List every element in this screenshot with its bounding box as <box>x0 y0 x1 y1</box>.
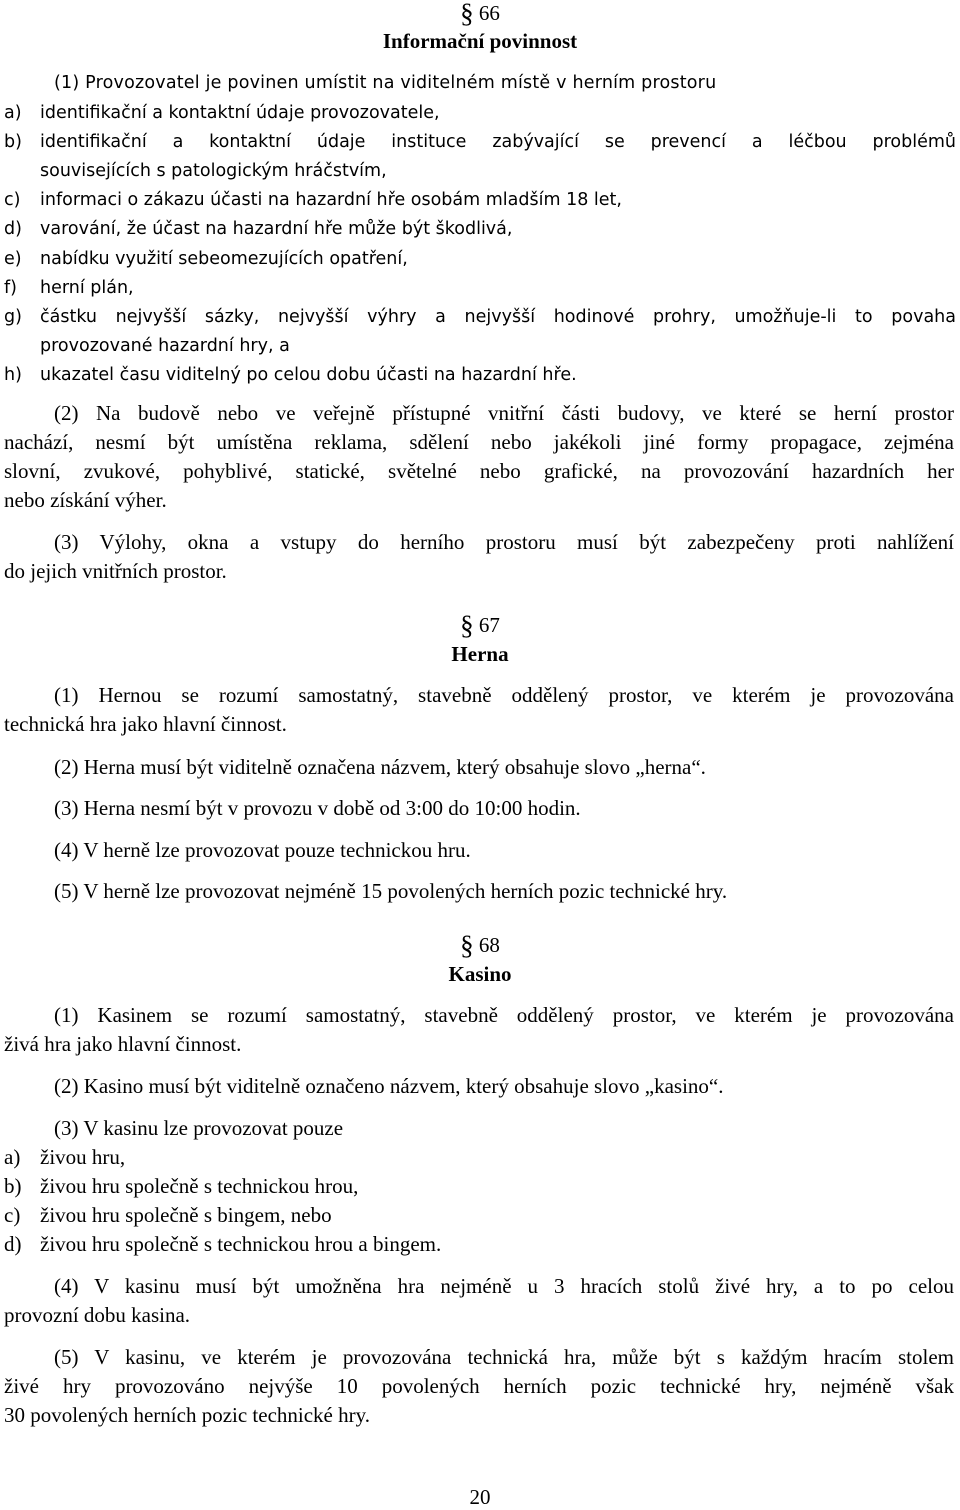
list-item-text: provozované hazardní hry, a <box>40 336 290 356</box>
list-item-text: identifikační a kontaktní údaje instituce zabývající se prevencí a léčbou problémů <box>40 132 956 152</box>
list-item-marker: c) <box>4 190 21 210</box>
list-item <box>4 246 408 272</box>
list-item <box>4 304 956 330</box>
section-number: 66 <box>478 1 500 25</box>
paragraph-66-3-line: (3) Výlohy, okna a vstupy do herního prostoru musí být zabezpečeny proti nahlížení <box>54 530 954 554</box>
list-item <box>4 187 622 213</box>
paragraph-68-5-line: živé hry provozováno nejvýše 10 povolených herních pozic technické hry, nejméně však <box>4 1374 954 1398</box>
list-item-marker: a) <box>4 1145 21 1169</box>
section-number: 67 <box>478 613 500 637</box>
list-item <box>4 333 290 359</box>
paragraph-68-3-intro: (3) V kasinu lze provozovat pouze <box>54 1116 344 1140</box>
paragraph-66-1-intro: (1) Provozovatel je povinen umístit na viditelném místě v herním prostoru <box>54 73 717 93</box>
paragraph-66-2-line: slovní, zvukové, pohyblivé, statické, světelné nebo grafické, na provozování hazardních her <box>4 459 954 483</box>
list-item <box>4 1144 125 1170</box>
list-item <box>4 275 134 301</box>
page-number: 20 <box>469 1485 491 1509</box>
list-item-text: herní plán, <box>40 278 134 298</box>
list-item-text: souvisejících s patologickým hráčstvím, <box>40 161 387 181</box>
paragraph-66-2-line: nachází, nesmí být umístěna reklama, sdělení nebo jakékoli jiné formy propagace, zejména <box>4 430 954 454</box>
list-item-text: živou hru, <box>40 1145 126 1169</box>
section-symbol: § <box>460 930 474 960</box>
paragraph-68-2: (2) Kasino musí být viditelně označeno názvem, který obsahuje slovo „kasino“. <box>54 1074 724 1098</box>
list-item-text: nabídku využití sebeomezujících opatření, <box>40 249 408 269</box>
list-item-text: ukazatel času viditelný po celou dobu účasti na hazardní hře. <box>40 365 577 385</box>
list-item-text: živou hru společně s bingem, nebo <box>40 1203 332 1227</box>
section-67-heading <box>0 612 960 638</box>
section-symbol: § <box>460 610 474 640</box>
paragraph-66-2-line: nebo získání výher. <box>4 488 167 512</box>
paragraph-66-2-line: (2) Na budově nebo ve veřejně přístupné vnitřní části budovy, ve které se herní prostor <box>54 401 954 425</box>
list-item-text: identifikační a kontaktní údaje provozovatele, <box>40 103 440 123</box>
list-item <box>4 1202 332 1228</box>
list-item <box>4 100 440 126</box>
list-item-text: varování, že účast na hazardní hře může být škodlivá, <box>40 219 513 239</box>
paragraph-68-1-line: živá hra jako hlavní činnost. <box>4 1032 242 1056</box>
paragraph-67-3: (3) Herna nesmí být v provozu v době od 3:00 do 10:00 hodin. <box>54 796 581 820</box>
list-item-marker: d) <box>4 219 22 239</box>
list-item <box>4 129 956 155</box>
list-item-text: živou hru společně s technickou hrou, <box>40 1174 359 1198</box>
section-symbol: § <box>460 0 474 28</box>
list-item-text: částku nejvyšší sázky, nejvyšší výhry a nejvyšší hodinové prohry, umožňuje-li to povaha <box>40 307 956 327</box>
list-item-text: informaci o zákazu účasti na hazardní hře osobám mladším 18 let, <box>40 190 622 210</box>
list-item-marker: a) <box>4 103 22 123</box>
list-item <box>4 158 387 184</box>
section-68-title: Kasino <box>448 962 512 986</box>
paragraph-67-2: (2) Herna musí být viditelně označena názvem, který obsahuje slovo „herna“. <box>54 755 706 779</box>
section-68-heading <box>0 932 960 958</box>
list-item <box>4 362 577 388</box>
paragraph-66-3-line: do jejich vnitřních prostor. <box>4 559 227 583</box>
list-item-marker: b) <box>4 132 22 152</box>
list-item <box>4 1231 441 1257</box>
paragraph-68-5-line: (5) V kasinu, ve kterém je provozována technická hra, může být s každým hracím stolem <box>54 1345 954 1369</box>
list-item-marker: e) <box>4 249 22 269</box>
paragraph-67-5: (5) V herně lze provozovat nejméně 15 povolených herních pozic technické hry. <box>54 879 728 903</box>
paragraph-67-4: (4) V herně lze provozovat pouze technickou hru. <box>54 838 471 862</box>
list-item <box>4 1173 358 1199</box>
paragraph-68-1-line: (1) Kasinem se rozumí samostatný, stavebně oddělený prostor, ve kterém je provozována <box>54 1003 954 1027</box>
list-item-text: živou hru společně s technickou hrou a bingem. <box>40 1232 442 1256</box>
list-item-marker: c) <box>4 1203 21 1227</box>
paragraph-68-5-line: 30 povolených herních pozic technické hry. <box>4 1403 371 1427</box>
section-66-title: Informační povinnost <box>382 29 578 53</box>
list-item-marker: b) <box>4 1174 22 1198</box>
section-number: 68 <box>478 933 500 957</box>
paragraph-68-4-line: provozní dobu kasina. <box>4 1303 191 1327</box>
list-item-marker: h) <box>4 365 22 385</box>
paragraph-67-1-line: (1) Hernou se rozumí samostatný, stavebně oddělený prostor, ve kterém je provozována <box>54 683 954 707</box>
list-item <box>4 216 512 242</box>
section-66-heading <box>0 0 960 26</box>
list-item-marker: g) <box>4 307 22 327</box>
paragraph-68-4-line: (4) V kasinu musí být umožněna hra nejméně u 3 hracích stolů živé hry, a to po celou <box>54 1274 954 1298</box>
list-item-marker: f) <box>4 278 17 298</box>
list-item-marker: d) <box>4 1232 22 1256</box>
paragraph-67-1-line: technická hra jako hlavní činnost. <box>4 712 287 736</box>
section-67-title: Herna <box>451 642 509 666</box>
